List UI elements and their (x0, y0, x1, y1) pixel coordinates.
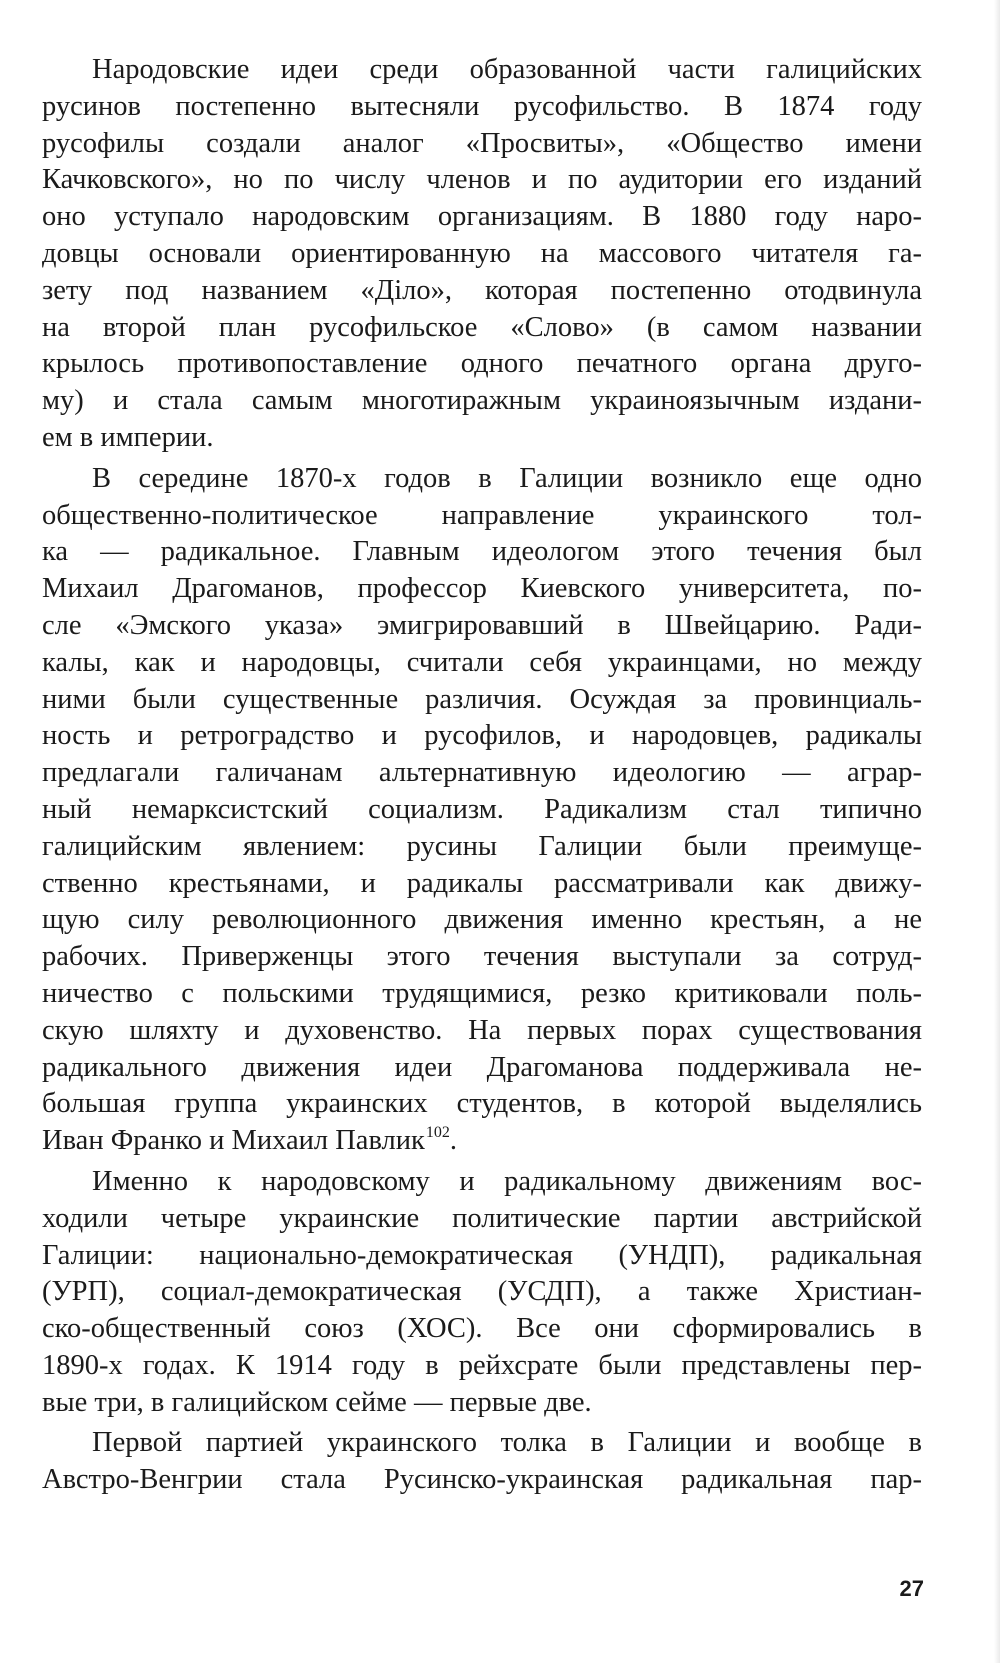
text-line: общественно-политическое направление украинского тол- (42, 499, 922, 531)
text-line: щую силу революционного движения именно крестьян, а не (42, 904, 922, 936)
text-line: ходили четыре украинские политические партии австрийской (42, 1202, 922, 1234)
text-line: Народовские идеи среди образованной части галицийских (92, 54, 922, 85)
text-line: зету под названием «Діло», которая постепенно отодвинула (42, 274, 922, 306)
text-line: радикального движения идеи Драгоманова поддерживала не- (42, 1051, 922, 1083)
text-line: Австро-Венгрии стала Русинско-украинская радикальная пар- (42, 1464, 922, 1496)
text-line: рабочих. Приверженцы этого течения выступали за сотруд- (42, 941, 922, 973)
text-line: ничество с польскими трудящимися, резко критиковали поль- (42, 977, 922, 1009)
text-line: Галиции: национально-демократическая (УНДП), радикальная (42, 1239, 922, 1271)
text-line: ственно крестьянами, и радикалы рассматривали как движу- (42, 867, 922, 899)
text-line: ность и ретроградство и русофилов, и народовцев, радикалы (42, 720, 922, 752)
paragraph-3 (42, 1164, 922, 1422)
text-line: русинов постепенно вытесняли русофильство. В 1874 году (42, 90, 922, 122)
text-line: ный немарксистский социализм. Радикализм стал типично (42, 793, 922, 825)
text-line: ско-общественный союз (ХОС). Все они сформировались в (42, 1313, 922, 1345)
text-line: В середине 1870-х годов в Галиции возникло еще одно (92, 462, 922, 494)
text-line (42, 1123, 922, 1160)
text-line: ними были существенные различия. Осуждая за провинциаль- (42, 683, 922, 715)
text-line-content: Иван Франко и Михаил Павлик (42, 1125, 425, 1157)
text-line: вые три, в галицийском сейме — первые две. (42, 1386, 592, 1418)
text-line: русофилы создали аналог «Просвиты», «Общество имени (42, 127, 922, 159)
text-line: (УРП), социал-демократическая (УСДП), а также Христиан- (42, 1276, 922, 1308)
text-line: крылось противопоставление одного печатного органа друго- (42, 348, 922, 380)
page-body (42, 52, 922, 1503)
paragraph-1 (42, 52, 922, 457)
text-line: Качковского», но по числу членов и по аудитории его изданий (42, 164, 922, 196)
sentence-end: . (449, 1125, 457, 1157)
text-line: скую шляхту и духовенство. На первых порах существования (42, 1014, 922, 1046)
text-line: калы, как и народовцы, считали себя украинцами, но между (42, 646, 922, 678)
text-line: на второй план русофильское «Слово» (в самом названии (42, 311, 922, 343)
text-line: ем в империи. (42, 421, 214, 453)
text-line: галицийским явлением: русины Галиции были преимуще- (42, 830, 922, 862)
text-line: му) и стала самым многотиражным украиноязычным издани- (42, 385, 922, 417)
page-number: 27 (899, 1576, 924, 1601)
text-line: предлагали галичанам альтернативную идеологию — аграр- (42, 757, 922, 789)
paragraph-2 (42, 461, 922, 1160)
footnote-reference: 102 (425, 1124, 450, 1142)
text-line: оно уступало народовским организациям. В 1880 году наро- (42, 201, 922, 233)
text-line: довцы основали ориентированную на массового читателя га- (42, 237, 922, 269)
text-line: Михаил Драгоманов, профессор Киевского университета, по- (42, 573, 922, 605)
text-line: сле «Эмского указа» эмигрировавший в Швейцарию. Ради- (42, 609, 922, 641)
text-line: 1890-х годах. К 1914 году в рейхсрате были представлены пер- (42, 1349, 922, 1381)
text-line: ка — радикальное. Главным идеологом этого течения был (42, 536, 922, 568)
text-line: большая группа украинских студентов, в которой выделялись (42, 1088, 922, 1120)
paragraph-4 (42, 1425, 922, 1499)
page-edge-shadow (994, 0, 1000, 1663)
text-line: Первой партией украинского толка в Галиции и вообще в (92, 1427, 922, 1459)
text-line: Именно к народовскому и радикальному движениям вос- (92, 1165, 922, 1197)
